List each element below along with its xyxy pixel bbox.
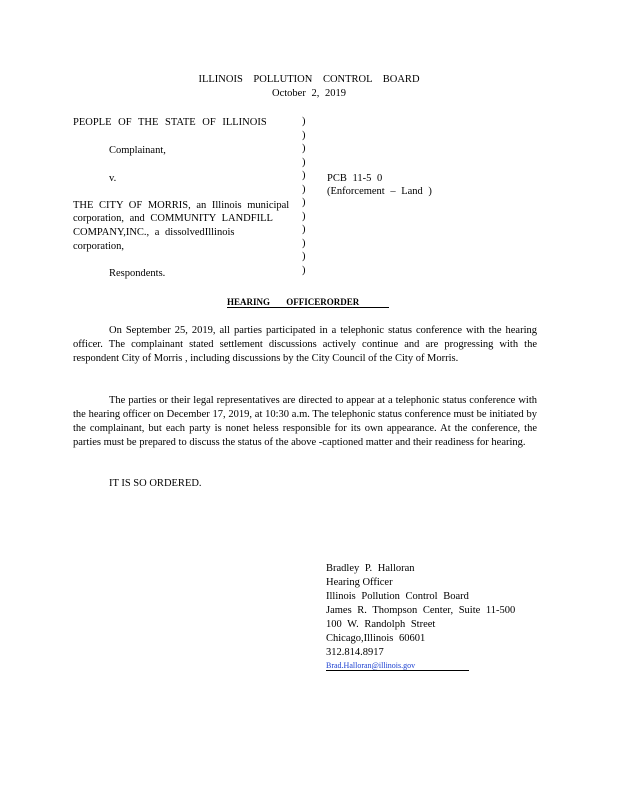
defendant-line: corporation, and COMMUNITY LANDFILL <box>73 213 273 224</box>
signer-title: Hearing Officer <box>326 577 393 588</box>
address-line-2: 100 W. Randolph Street <box>326 619 436 630</box>
address-city: Chicago,Illinois 60601 <box>326 633 426 644</box>
body-paragraph: The parties or their legal representatives are directed to appear at a telephonic status conference with the hearing officer on December 17, 2019, at 10:30 a.m. The telephonic status conference must be initiated by the complainant, but each party is nonet heless responsible for its own appearance. At the conference, the parties must be prepared to discuss the status of the above -captioned matter and their readiness for hearing. <box>73 395 537 448</box>
case-type: (Enforcement – Land ) <box>327 186 432 197</box>
signer-name: Bradley P. Halloran <box>326 563 415 574</box>
complainant-label: Complainant, <box>109 145 166 156</box>
body-paragraph: On September 25, 2019, all parties participated in a telephonic status conference with the hearing officer. The complainant stated settlement discussions actively continue and are progressing with the respondent City of Morris , including discussions by the City Council of the City of Morris. <box>73 325 537 364</box>
defendant-line: THE CITY OF MORRIS, an Illinois municipal <box>73 200 290 211</box>
closing-statement: IT IS SO ORDERED. <box>109 478 202 489</box>
address-line-1: James R. Thompson Center, Suite 11-500 <box>326 605 516 616</box>
caption-parentheses: ) ) ) ) ) ) ) ) ) ) ) ) <box>302 116 306 276</box>
case-number: PCB 11-5 0 <box>327 173 383 184</box>
email-underline <box>326 670 469 671</box>
defendant-line: corporation, <box>73 241 125 252</box>
plaintiff-name: PEOPLE OF THE STATE OF ILLINOIS <box>73 117 267 128</box>
phone-number: 312.814.8917 <box>326 647 384 658</box>
board-name: ILLINOIS POLLUTION CONTROL BOARD <box>198 74 420 85</box>
respondents-label: Respondents. <box>109 268 166 279</box>
email-link[interactable]: Brad.Halloran@illinois.gov <box>326 661 416 670</box>
title-underline <box>227 307 389 308</box>
defendant-line: COMPANY,INC., a dissolvedIllinois <box>73 227 235 238</box>
versus-label: v. <box>109 173 117 184</box>
signer-organization: Illinois Pollution Control Board <box>326 591 469 602</box>
order-title: HEARING OFFICERORDER <box>227 297 360 307</box>
order-date: October 2, 2019 <box>272 88 346 99</box>
